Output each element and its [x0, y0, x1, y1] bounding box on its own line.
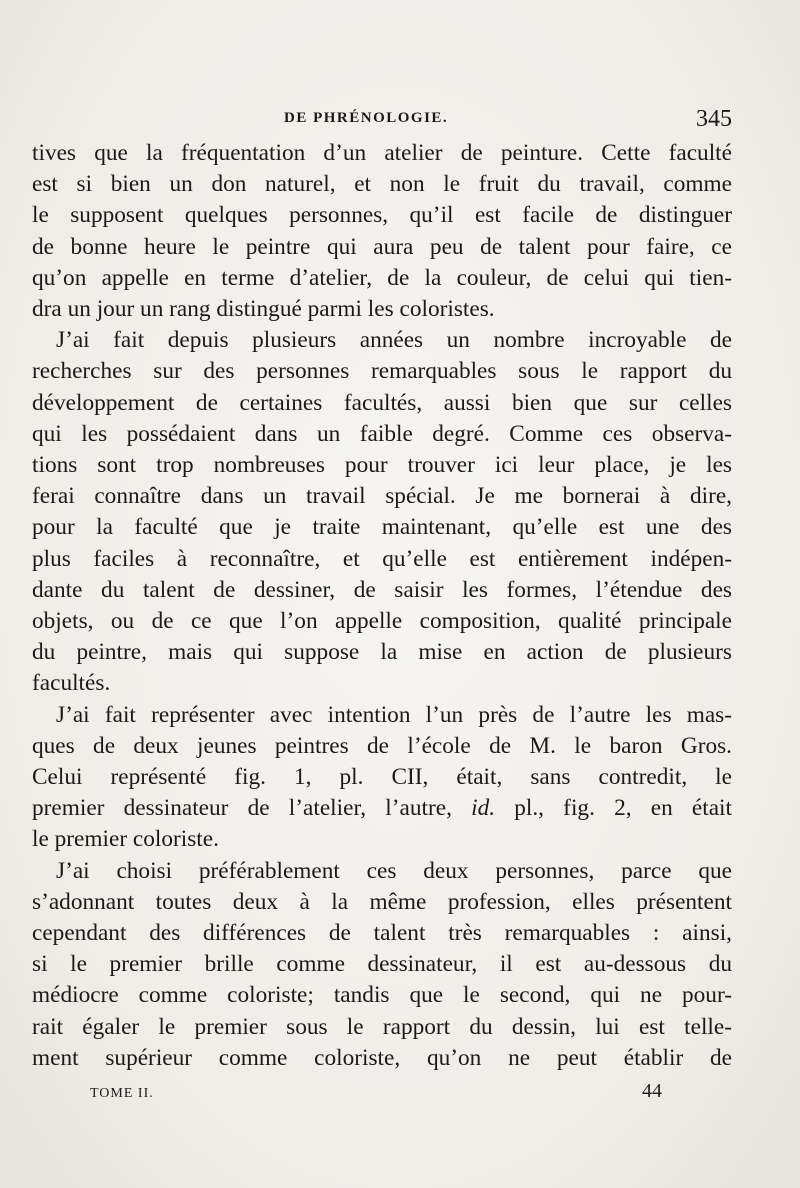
- text-line: cependant des différences de talent très remarquables : ainsi,: [32, 920, 732, 947]
- text-line: tives que la fréquentation d’un atelier de peinture. Cette faculté: [32, 140, 732, 166]
- text-line: recherches sur des personnes remarquables sous le rapport du: [32, 358, 732, 385]
- text-line: J’ai fait depuis plusieurs années un nombre incroyable de: [56, 327, 732, 354]
- text-line: qu’on appelle en terme d’atelier, de la couleur, de celui qui tien-: [32, 264, 732, 291]
- text-line: médiocre comme coloriste; tandis que le second, qui ne pour-: [32, 982, 732, 1009]
- body-text: [32, 138, 732, 1074]
- text-line: Celui représenté fig. 1, pl. CII, était, sans contredit, le: [32, 764, 732, 791]
- text-line: si le premier brille comme dessinateur, il est au-dessous du: [32, 951, 732, 978]
- text-line: ferai connaître dans un travail spécial. Je me bornerai à dire,: [32, 483, 732, 510]
- text-line: ment supérieur comme coloriste, qu’on ne peut établir de: [32, 1044, 732, 1071]
- page-header: [32, 106, 732, 136]
- text-line: dra un jour un rang distingué parmi les coloristes.: [32, 296, 495, 323]
- text-line: qui les possédaient dans un faible degré. Comme ces observa-: [32, 420, 732, 447]
- text-line: J’ai choisi préférablement ces deux personnes, parce que: [56, 857, 732, 884]
- text-line: rait égaler le premier sous le rapport du dessin, lui est telle-: [32, 1013, 732, 1040]
- text-line: le premier coloriste.: [32, 826, 219, 853]
- text-line: du peintre, mais qui suppose la mise en action de plusieurs: [32, 639, 732, 666]
- text-line: tions sont trop nombreuses pour trouver ici leur place, je les: [32, 452, 732, 479]
- running-title: DE PHRÉNOLOGIE.: [284, 110, 449, 126]
- text-line: plus faciles à reconnaître, et qu’elle est entièrement indépen-: [32, 545, 732, 572]
- text-line: de bonne heure le peintre qui aura peu de talent pour faire, ce: [32, 233, 732, 260]
- text-line: s’adonnant toutes deux à la même profession, elles présentent: [32, 888, 732, 915]
- text-line: le supposent quelques personnes, qu’il est facile de distinguer: [32, 202, 732, 229]
- page-number: 345: [696, 106, 732, 132]
- signature-mark: TOME II.: [90, 1086, 154, 1101]
- text-line: J’ai fait représenter avec intention l’un près de l’autre les mas-: [56, 701, 732, 728]
- text-line: premier dessinateur de l’atelier, l’autre, id. pl., fig. 2, en était: [32, 795, 732, 822]
- text-line: objets, ou de ce que l’on appelle composition, qualité principale: [32, 608, 732, 635]
- text-line: dante du talent de dessiner, de saisir les formes, l’étendue des: [32, 576, 732, 603]
- text-line: est si bien un don naturel, et non le fruit du travail, comme: [32, 171, 732, 198]
- text-line: développement de certaines facultés, aussi bien que sur celles: [32, 389, 732, 416]
- text-line: pour la faculté que je traite maintenant, qu’elle est une des: [32, 514, 732, 541]
- page-footer: [32, 1080, 732, 1110]
- text-line: facultés.: [32, 670, 111, 697]
- text-line: ques de deux jeunes peintres de l’école de M. le baron Gros.: [32, 732, 732, 759]
- sheet-number: 44: [642, 1080, 662, 1102]
